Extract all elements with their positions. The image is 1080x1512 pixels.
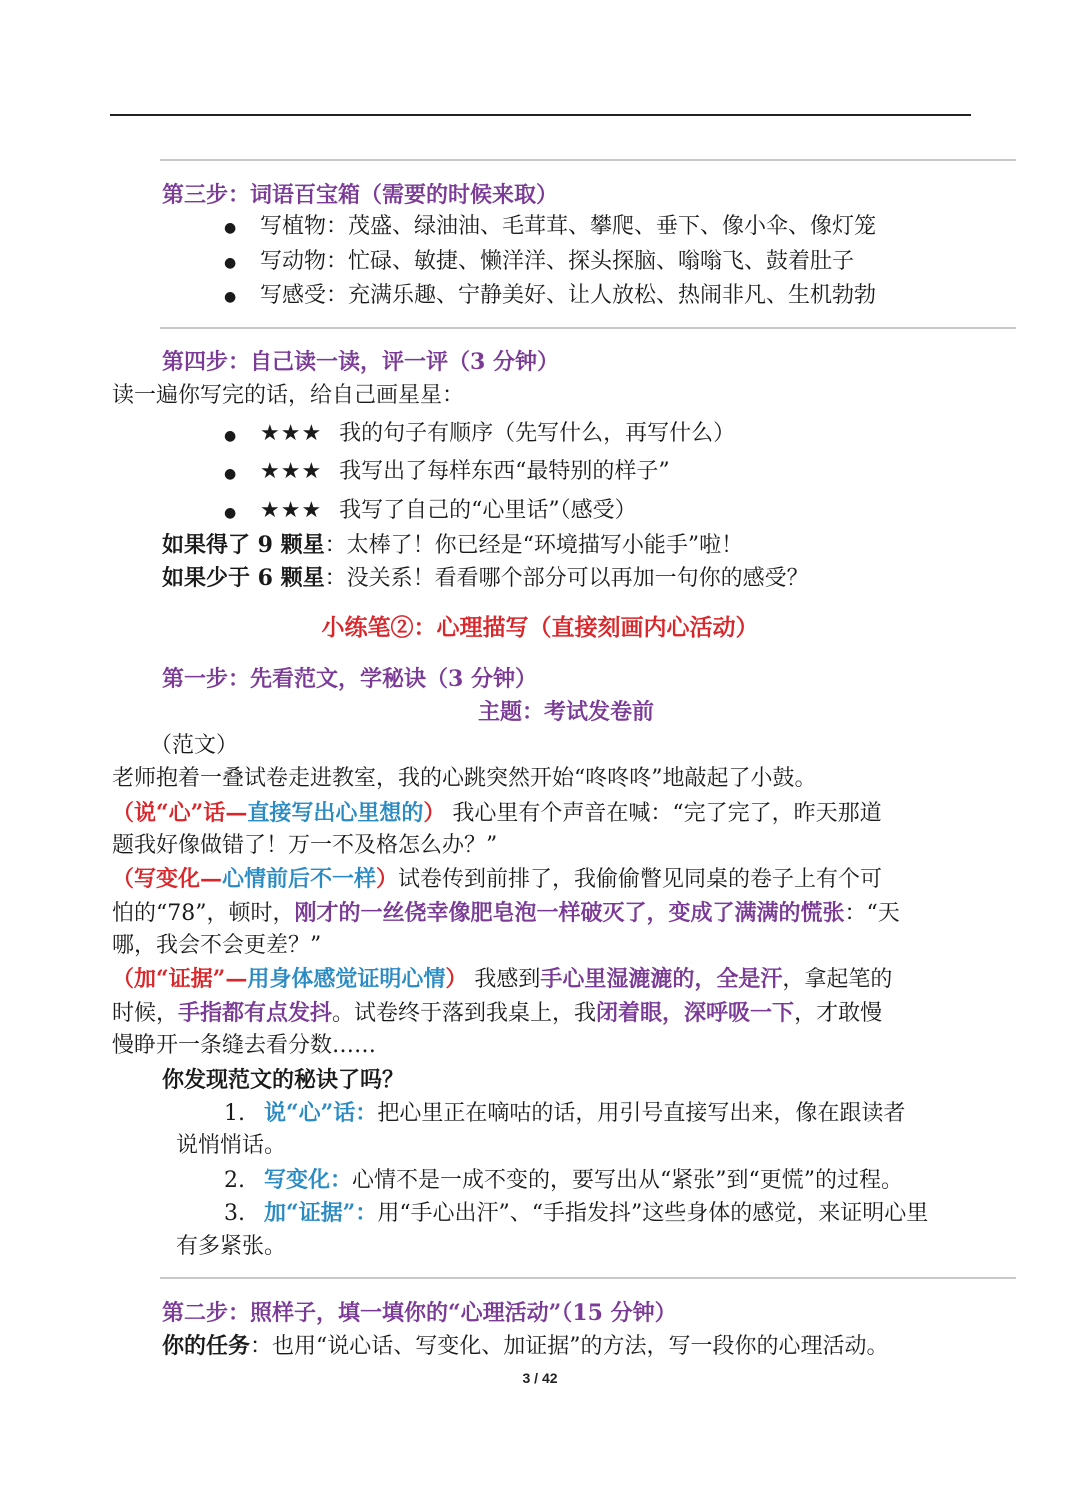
sample-label: （范文） [150,733,239,758]
bullet-icon: ● [224,505,237,521]
star-icon: ★★★ [260,421,323,446]
list-item-continued: 说悄悄话。 [176,1133,287,1158]
paragraph: 时候，手指都有点发抖。试卷终于落到我桌上，我闭着眼，深呼吸一下，才敢慢 [112,1000,883,1026]
paragraph: 老师抱着一叠试卷走进教室，我的心跳突然开始“咚咚咚”地敲起了小鼓。 [112,766,817,791]
step4-intro: 读一遍你写完的话，给自己画星星： [112,383,465,408]
bullet-icon: ● [224,255,237,271]
task-line: 你的任务：也用“说心话、写变化、加证据”的方法，写一段你的心理活动。 [162,1333,889,1359]
list-item-continued: 有多紧张。 [176,1234,287,1259]
star-icon: ★★★ [260,498,323,523]
paragraph: 慢睁开一条缝去看分数…… [112,1033,377,1058]
bullet-icon: ● [224,289,237,305]
practice2-title: 小练笔②：心理描写（直接刻画内心活动） [321,614,759,641]
step3-title: 第三步：词语百宝箱（需要的时候来取） [162,182,559,208]
paragraph: 哪，我会不会更差？” [112,933,322,958]
list-item: 2. 写变化：心情不是一成不变的，要写出从“紧张”到“更慌”的过程。 [224,1167,904,1193]
secret-question: 你发现范文的秘诀了吗？ [162,1067,405,1093]
list-item: 写植物：茂盛、绿油油、毛茸茸、攀爬、垂下、像小伞、像灯笼 [260,214,877,239]
theme-title: 主题：考试发卷前 [477,699,654,725]
criteria-text: 我写了自己的“心里话”（感受） [339,498,637,523]
list-item [260,419,735,449]
list-item: 3. 加“证据”：用“手心出汗”、“手指发抖”这些身体的感觉，来证明心里 [224,1200,929,1226]
section-divider [160,1277,1016,1279]
list-item: 写动物：忙碌、敏捷、懒洋洋、探头探脑、嗡嗡飞、鼓着肚子 [260,249,855,274]
page-number: 3 / 42 [522,1370,558,1386]
result-line-1: 如果得了 9 颗星：太棒了！你已经是“环境描写小能手”啦！ [162,532,744,558]
step2-title: 第二步：照样子，填一填你的“心理活动”（15 分钟） [162,1300,677,1326]
list-item [260,496,637,526]
star-icon: ★★★ [260,459,323,484]
list-item [260,457,670,487]
paragraph: （写变化—心情前后不一样）试卷传到前排了，我偷偷瞥见同桌的卷子上有个可 [112,866,883,892]
list-item: 1. 说“心”话：把心里正在嘀咕的话，用引号直接写出来，像在跟读者 [224,1100,906,1126]
paragraph: （说“心”话—直接写出心里想的） 我心里有个声音在喊：“完了完了，昨天那道 [112,800,882,826]
header-rule [110,114,971,116]
bullet-icon: ● [224,428,237,444]
criteria-text: 我的句子有顺序（先写什么，再写什么） [339,421,736,446]
paragraph: 题我好像做错了！万一不及格怎么办？” [112,833,498,858]
bullet-icon: ● [224,466,237,482]
step4-title: 第四步：自己读一读，评一评（3 分钟） [162,349,559,375]
section-divider [160,159,1016,161]
result-line-2: 如果少于 6 颗星：没关系！看看哪个部分可以再加一句你的感受？ [162,565,809,591]
bullet-icon: ● [224,220,237,236]
criteria-text: 我写出了每样东西“最特别的样子” [339,459,670,484]
paragraph: （加“证据”—用身体感觉证明心情） 我感到手心里湿漉漉的，全是汗，拿起笔的 [112,966,893,992]
step1-title: 第一步：先看范文，学秘诀（3 分钟） [162,666,537,692]
section-divider [160,327,1016,329]
paragraph: 怕的“78”，顿时，刚才的一丝侥幸像肥皂泡一样破灭了，变成了满满的慌张：“天 [112,900,900,926]
list-item: 写感受：充满乐趣、宁静美好、让人放松、热闹非凡、生机勃勃 [260,283,877,308]
